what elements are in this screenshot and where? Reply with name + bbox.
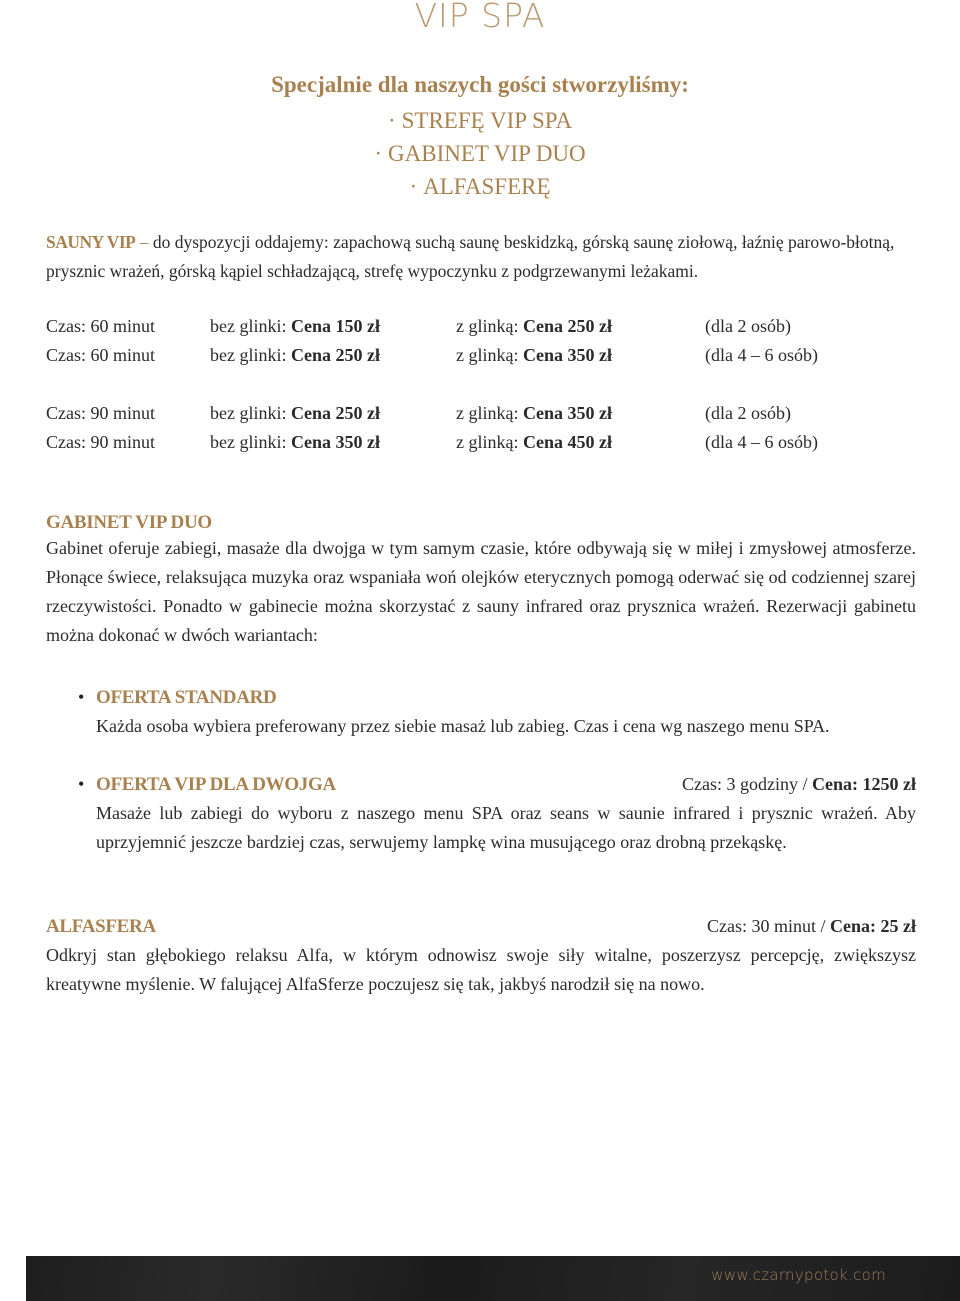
offer-standard	[78, 683, 916, 741]
intro-item	[0, 137, 960, 170]
offer-text: Masaże lub zabiegi do wyboru z naszego menu SPA oraz seans w saunie infrared i prysznic wrażeń. Aby uprzyjemnić jeszcze bardziej czas, serwujemy lampkę wina musującego oraz drobną przekąskę.	[96, 803, 916, 852]
intro-item-label: ALFASFERĘ	[423, 174, 551, 199]
footer-website-link[interactable]: www.czarnypotok.com	[711, 1266, 886, 1284]
price-value: Cena 250 zł	[522, 316, 612, 336]
price-time: Czas: 90 minut	[46, 432, 155, 452]
price-persons: (dla 2 osób)	[705, 403, 791, 423]
price-label: z glinką:	[456, 432, 519, 452]
intro-item	[0, 104, 960, 137]
sauny-dash: –	[139, 232, 149, 252]
offer-title: OFERTA STANDARD	[96, 687, 277, 708]
price-without-glinka	[210, 341, 380, 370]
price-value: Cena 150 zł	[290, 316, 380, 336]
price-value: Cena 250 zł	[290, 403, 380, 423]
price-value: Cena 450 zł	[522, 432, 612, 452]
price-value: Cena 350 zł	[522, 403, 612, 423]
section-title: ALFASFERA	[46, 916, 156, 937]
price-with-glinka	[456, 312, 612, 341]
intro-item-label: STREFĘ VIP SPA	[401, 108, 573, 133]
gabinet-vip-duo-section	[46, 512, 916, 650]
alfasfera-time: Czas: 30 minut /	[707, 916, 826, 936]
alfasfera-price: Cena: 25 zł	[830, 916, 916, 936]
price-persons: (dla 4 – 6 osób)	[705, 345, 818, 365]
price-label: z glinką:	[456, 345, 519, 365]
price-time: Czas: 90 minut	[46, 403, 155, 423]
offer-time-price	[682, 770, 916, 799]
price-without-glinka	[210, 428, 380, 457]
price-persons: (dla 4 – 6 osób)	[705, 432, 818, 452]
section-title: GABINET VIP DUO	[46, 512, 212, 533]
price-value: Cena 250 zł	[290, 345, 380, 365]
price-label: bez glinki:	[210, 403, 287, 423]
offer-text: Każda osoba wybiera preferowany przez siebie masaż lub zabieg. Czas i cena wg naszego menu SPA.	[96, 716, 830, 736]
price-with-glinka	[456, 399, 612, 428]
bullet-dot-icon: ·	[387, 108, 396, 133]
price-value: Cena 350 zł	[522, 345, 612, 365]
section-text: Gabinet oferuje zabiegi, masaże dla dwojga w tym samym czasie, które odbywają się w miłej i zmysłowej atmosferze. Płonące świece, relaksująca muzyka oraz wspaniała woń olejków eterycznych pomogą oderwać się od codziennej szarej rzeczywistości. Ponadto w gabinecie można skorzystać z sauny infrared oraz prysznica wrażeń. Rezerwacji gabinetu można dokonać w dwóch wariantach:	[46, 538, 916, 645]
bullet-icon: •	[78, 687, 85, 707]
offer-vip	[78, 770, 916, 857]
intro-heading: Specjalnie dla naszych gości stworzyliśmy:	[271, 72, 689, 97]
intro-section	[0, 72, 960, 203]
price-label: z glinką:	[456, 316, 519, 336]
price-without-glinka	[210, 399, 380, 428]
price-with-glinka	[456, 428, 612, 457]
offer-price: Cena: 1250 zł	[812, 774, 916, 794]
offer-time: Czas: 3 godziny /	[682, 774, 808, 794]
offer-header	[78, 683, 916, 712]
intro-list	[0, 104, 960, 203]
price-persons: (dla 2 osób)	[705, 316, 791, 336]
intro-item-label: GABINET VIP DUO	[388, 141, 586, 166]
sauny-vip-paragraph	[46, 228, 916, 286]
alfasfera-header	[46, 912, 916, 941]
offer-title: OFERTA VIP DLA DWOJGA	[96, 774, 336, 795]
price-label: z glinką:	[456, 403, 519, 423]
alfasfera-time-price	[707, 912, 916, 941]
sauny-vip-label: SAUNY VIP	[46, 232, 136, 252]
footer-bar	[26, 1256, 960, 1301]
price-label: bez glinki:	[210, 316, 287, 336]
sauny-vip-text: do dyspozycji oddajemy: zapachową suchą saunę beskidzką, górską saunę ziołową, łaźnię parowo-błotną, prysznic wrażeń, górską kąpiel schładzającą, strefę wypoczynku z podgrzewanymi leżakami.	[46, 232, 895, 281]
alfasfera-section	[46, 912, 916, 999]
price-without-glinka	[210, 312, 380, 341]
price-time: Czas: 60 minut	[46, 345, 155, 365]
price-label: bez glinki:	[210, 432, 287, 452]
page-title: VIP SPA	[414, 0, 546, 35]
offer-header	[78, 770, 916, 799]
bullet-icon: •	[78, 774, 85, 794]
price-value: Cena 350 zł	[290, 432, 380, 452]
bullet-dot-icon: ·	[374, 141, 383, 166]
bullet-dot-icon: ·	[409, 174, 418, 199]
section-text: Odkryj stan głębokiego relaksu Alfa, w którym odnowisz swoje siły witalne, poszerzysz percepcję, zwiększysz kreatywne myślenie. W falującej AlfaSferze poczujesz się tak, jakbyś narodził się na nowo.	[46, 945, 916, 994]
price-time: Czas: 60 minut	[46, 316, 155, 336]
price-label: bez glinki:	[210, 345, 287, 365]
price-with-glinka	[456, 341, 612, 370]
intro-item	[0, 170, 960, 203]
